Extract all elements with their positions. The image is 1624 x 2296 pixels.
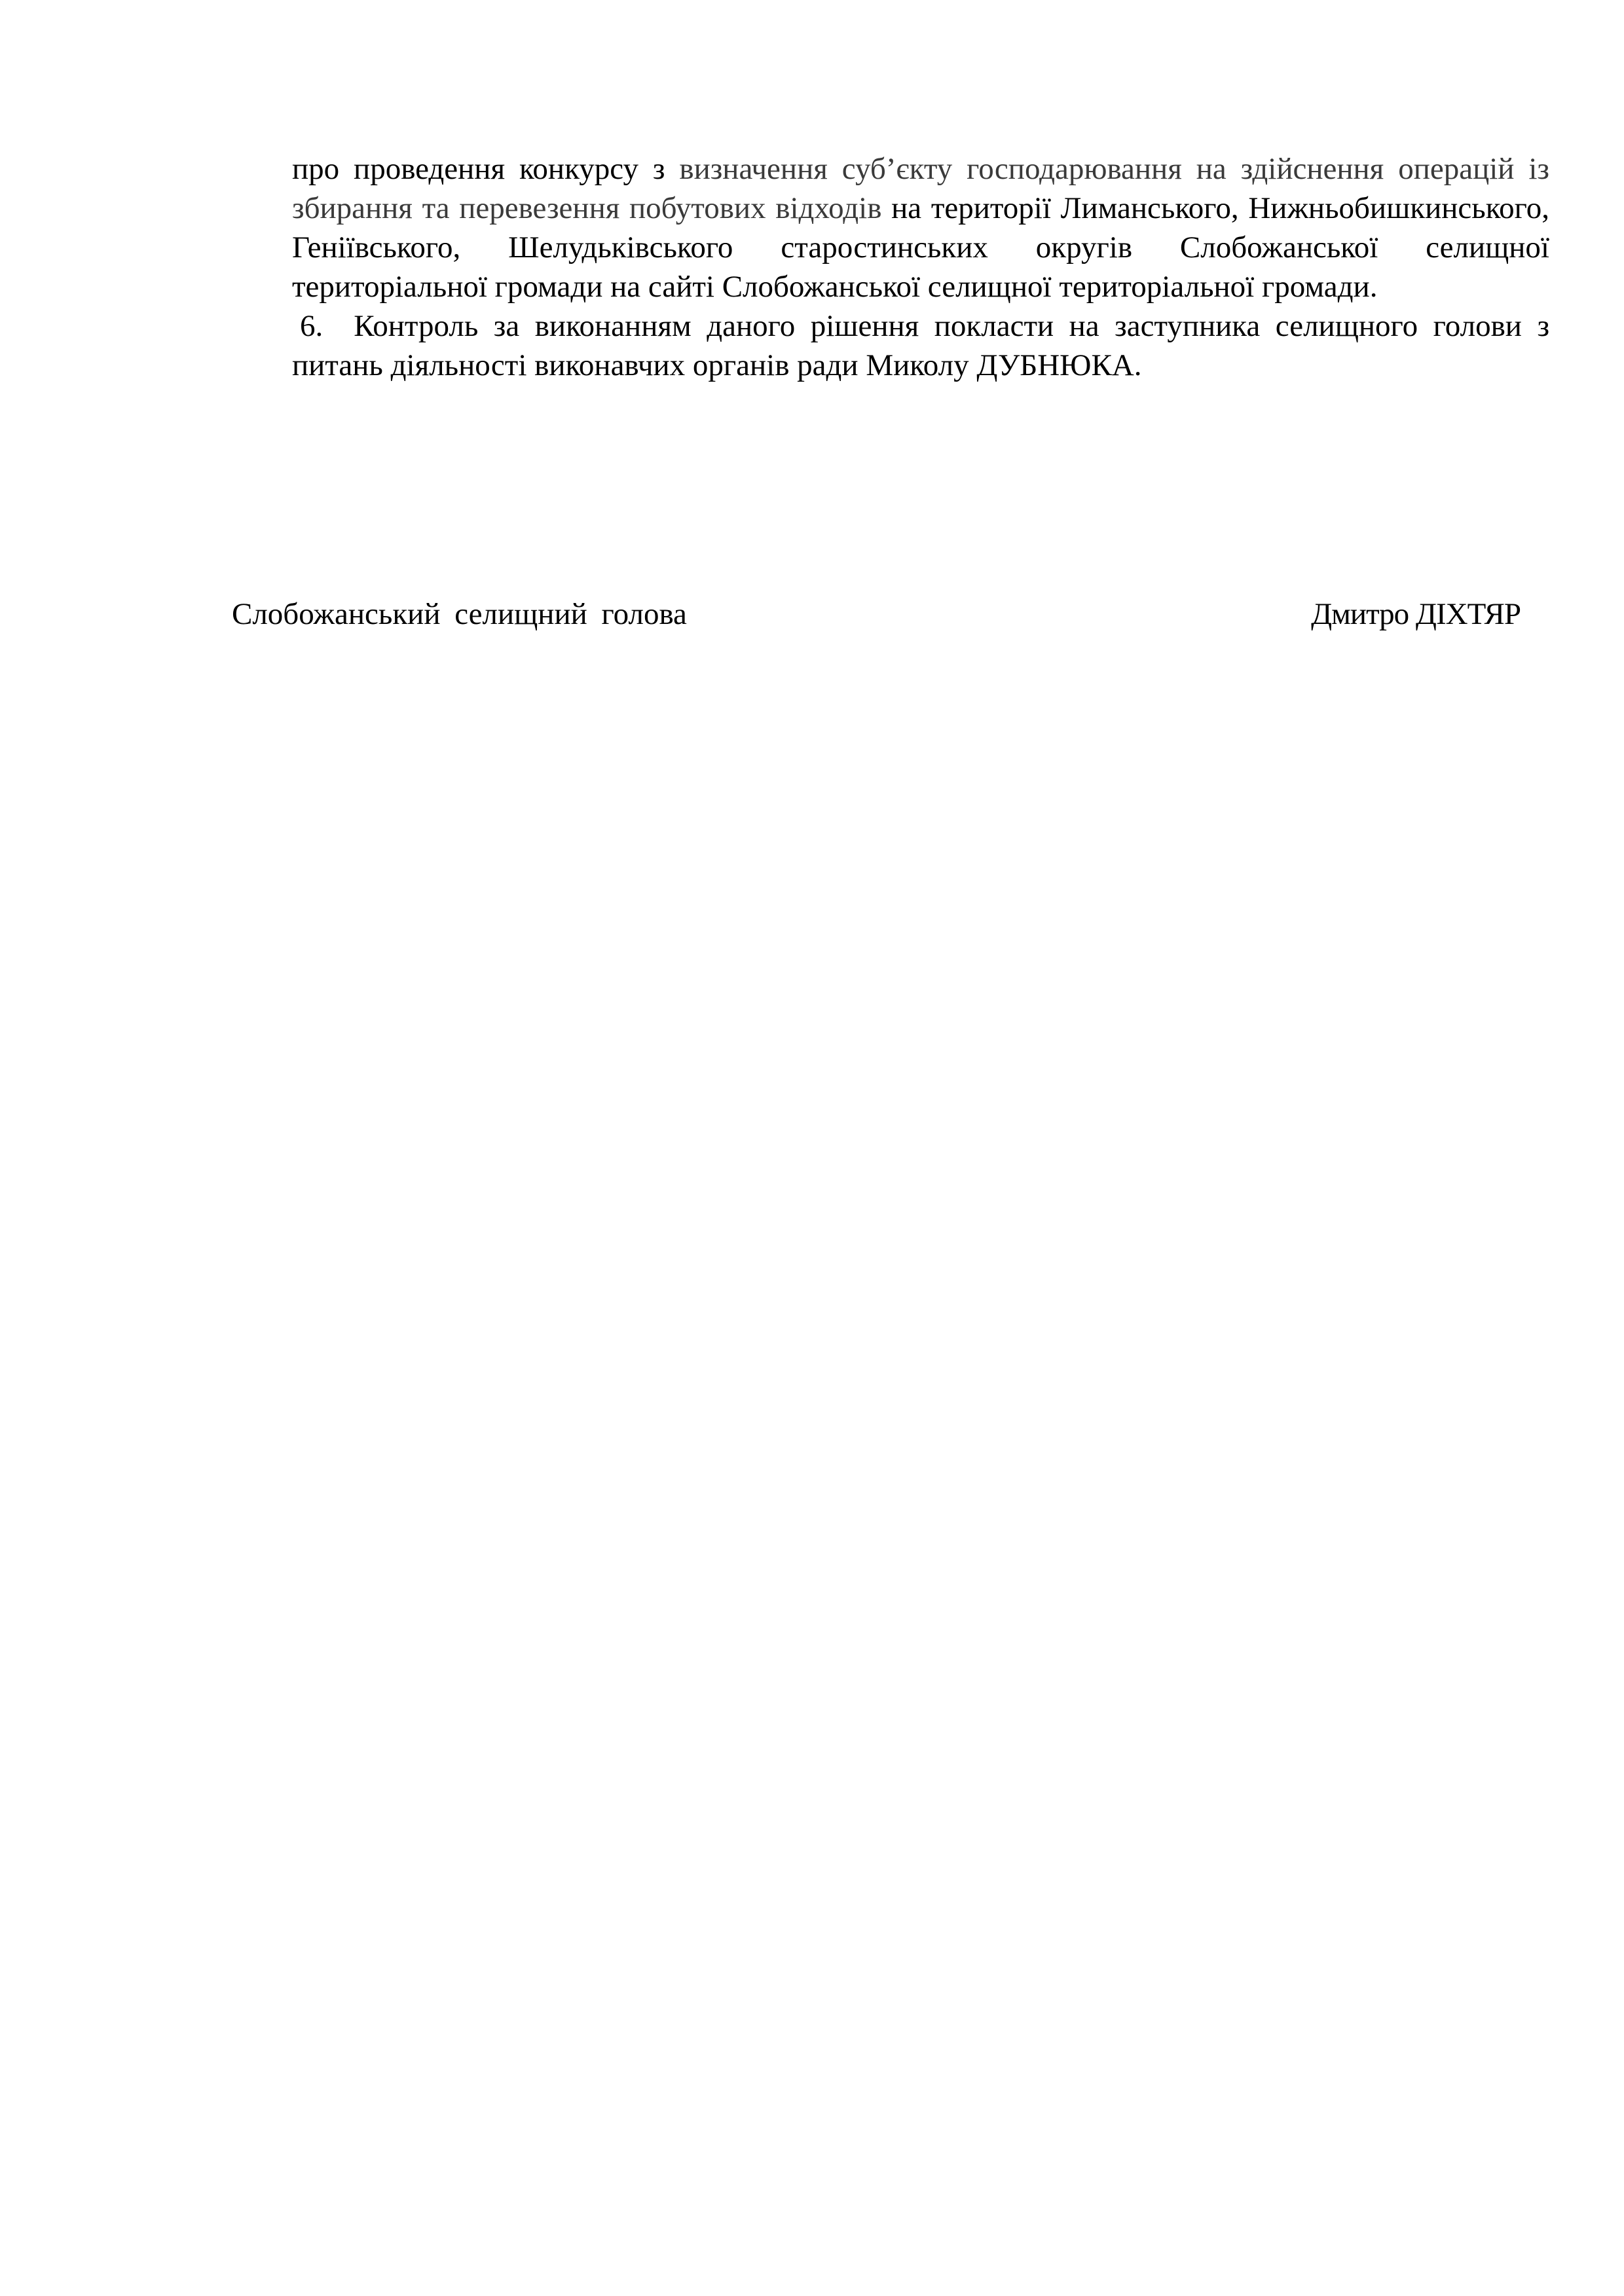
signature-name: Дмитро ДІХТЯР <box>1311 597 1521 631</box>
paragraph-run-highlighted: визначення суб’єкту господарювання на здійснення операцій із збирання та перевезення побутових відходів <box>292 152 1549 225</box>
paragraph-item-6 <box>292 306 1549 385</box>
item-text: Контроль за виконанням даного рішення покласти на заступника селищного голови з питань діяльності виконавчих органів ради Миколу ДУБНЮКА. <box>292 309 1550 382</box>
paragraph-run: на території Лиманського, Нижньобишкинського, Геніївського, Шелудьківського старостинських округів Слобожанської селищної територіальної громади на сайті Слобожанської селищної територіальної громади. <box>292 191 1549 304</box>
paragraph-run: про проведення конкурсу з <box>292 152 680 186</box>
signature-position: Слобожанський селищний голова <box>232 597 687 631</box>
paragraph-publication <box>292 149 1549 306</box>
document-body <box>292 149 1549 385</box>
item-number: 6. <box>300 309 323 343</box>
